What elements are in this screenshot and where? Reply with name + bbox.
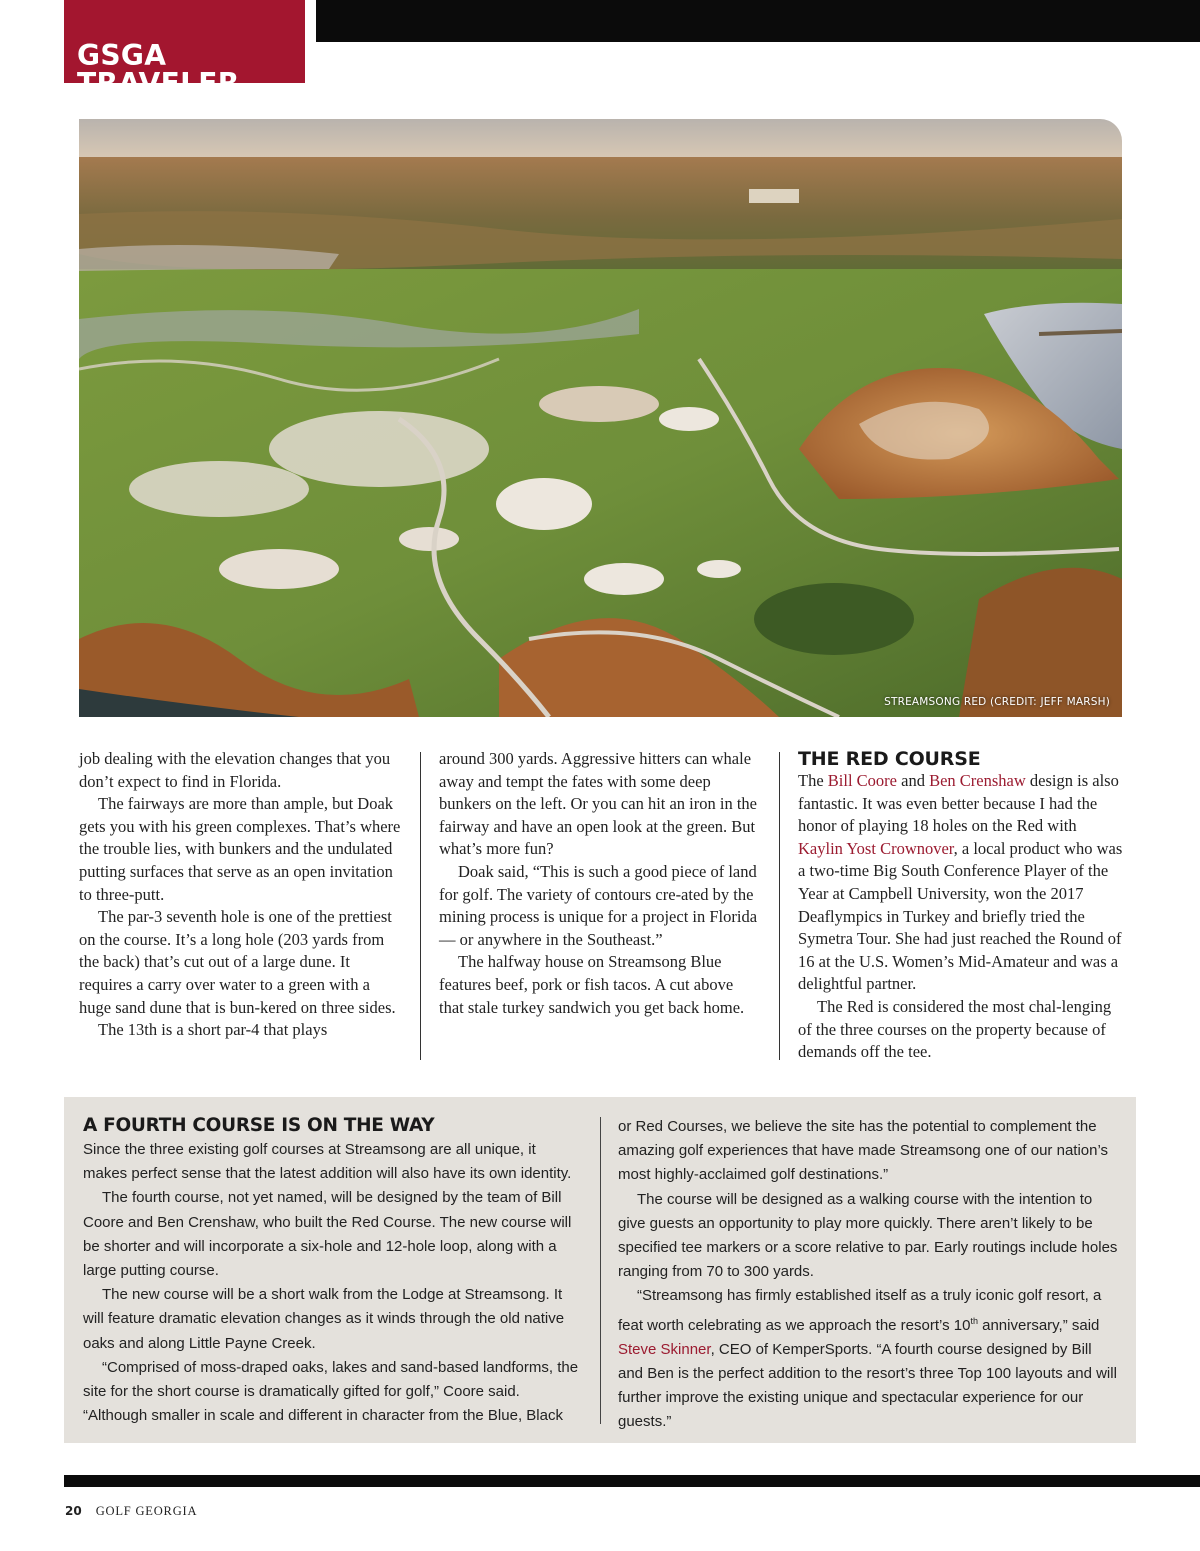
text-run: “Streamsong has firmly established itself as a truly iconic golf resort, a feat worth celebrating as we approach the resort’s 10	[618, 1287, 1102, 1334]
section-heading: THE RED COURSE	[798, 748, 981, 770]
section-tag: GSGA TRAVELER	[64, 0, 305, 83]
photo-caption: STREAMSONG RED (CREDIT: JEFF MARSH)	[884, 696, 1110, 708]
paragraph: The fairways are more than ample, but Doak gets you with his green complexes. That’s where the trouble lies, with bunkers and the undulated putting surfaces that serve as an open invitation to three-putt.	[79, 794, 401, 904]
paragraph: Doak said, “This is such a good piece of land for golf. The variety of contours cre-ated by the mining process is unique for a project in Florida — or anywhere in the Southeast.”	[439, 861, 758, 949]
link-ben-crenshaw[interactable]: Ben Crenshaw	[929, 771, 1026, 790]
course-photo	[79, 119, 1122, 717]
paragraph: The fourth course, not yet named, will be designed by the team of Bill Coore and Ben Crenshaw, who built the Red Course. The new course will be shorter and will incorporate a six-hole and 12-hole loop, along with a large putting course.	[83, 1189, 572, 1280]
paragraph: job dealing with the elevation changes that you don’t expect to find in Florida.	[79, 749, 391, 791]
paragraph: or Red Courses, we believe the site has the potential to complement the amazing golf experiences that have made Streamsong one of our nation’s most highly-acclaimed golf destinations.”	[618, 1118, 1109, 1184]
article-column-1	[79, 748, 401, 1042]
paragraph: around 300 yards. Aggressive hitters can whale away and tempt the fates with some deep bunkers on the left. Or you can hit an iron in the fairway and have an open look at the green. But what’s more fun?	[439, 749, 758, 859]
paragraph: The 13th is a short par-4 that plays	[98, 1020, 328, 1040]
paragraph	[618, 1284, 1118, 1434]
page-number: 20	[65, 1504, 82, 1518]
footer-black-bar	[64, 1475, 1200, 1487]
text-run: design is also fantastic. It was even better because I had the honor of playing 18 holes on the Red with	[798, 771, 1119, 836]
sidebar-column-divider	[600, 1117, 601, 1424]
text-run: anniversary,” said	[977, 1316, 1100, 1334]
link-kaylin-yost-crownover[interactable]: Kaylin Yost Crownover	[798, 838, 954, 858]
paragraph: The Red is considered the most chal-lenging of the three courses on the property because of demands off the tee.	[798, 996, 1112, 1062]
aerial-golf-course-image	[79, 119, 1122, 717]
paragraph: The par-3 seventh hole is one of the prettiest on the course. It’s a long hole (203 yards from the back) that’s cut out of a large dune. It requires a carry over water to a green with a huge sand dune that is bun-kered on three sides.	[79, 907, 396, 1017]
magazine-name: GOLF GEORGIA	[95, 1504, 198, 1518]
superscript: th	[970, 1315, 978, 1326]
paragraph: Since the three existing golf courses at Streamsong are all unique, it makes perfect sense that the latest addition will also have its own identity.	[83, 1141, 572, 1183]
top-black-bar	[316, 0, 1200, 42]
column-divider	[420, 752, 421, 1060]
text-run: and	[897, 771, 930, 790]
page-folio	[65, 1504, 197, 1519]
paragraph: The course will be designed as a walking course with the intention to give guests an opportunity to play more quickly. There aren’t likely to be specified tee markers or a score relative to par. Early routings include holes ranging from 70 to 300 yards.	[618, 1190, 1118, 1281]
paragraph	[798, 770, 1123, 996]
article-column-2	[439, 748, 759, 1019]
text-run: , CEO of KemperSports. “A fourth course designed by Bill and Ben is the perfect addition to the resort’s three Top 100 layouts and will further improve the existing unique and spectacular experience for our guests.”	[618, 1340, 1117, 1431]
paragraph: The new course will be a short walk from the Lodge at Streamsong. It will feature dramatic elevation changes as it winds through the old native oaks and along Little Payne Creek.	[83, 1286, 565, 1352]
article-column-3	[798, 748, 1123, 1064]
sidebar-column-1	[83, 1115, 583, 1428]
text-run: , a local product who was a two-time Big South Conference Player of the Year at Campbell University, won the 2017 Deaflympics in Turkey and briefly tried the Symetra Tour. She had just reached the Round of 16 at the U.S. Women’s Mid-Amateur and was a delightful partner.	[798, 838, 1123, 994]
sidebar-column-2	[618, 1115, 1118, 1435]
link-steve-skinner[interactable]: Steve Skinner	[618, 1340, 711, 1358]
sidebar-heading: A FOURTH COURSE IS ON THE WAY	[83, 1115, 435, 1136]
paragraph: “Comprised of moss-draped oaks, lakes and sand-based landforms, the site for the short course is dramatically gifted for golf,” Coore said. “Although smaller in scale and different in character from the Blue, Black	[83, 1358, 579, 1425]
column-divider	[779, 752, 780, 1060]
link-bill-coore[interactable]: Bill Coore	[827, 771, 897, 790]
text-run: The	[798, 771, 828, 790]
paragraph: The halfway house on Streamsong Blue features beef, pork or fish tacos. A cut above that stale turkey sandwich you get back home.	[439, 952, 745, 1017]
